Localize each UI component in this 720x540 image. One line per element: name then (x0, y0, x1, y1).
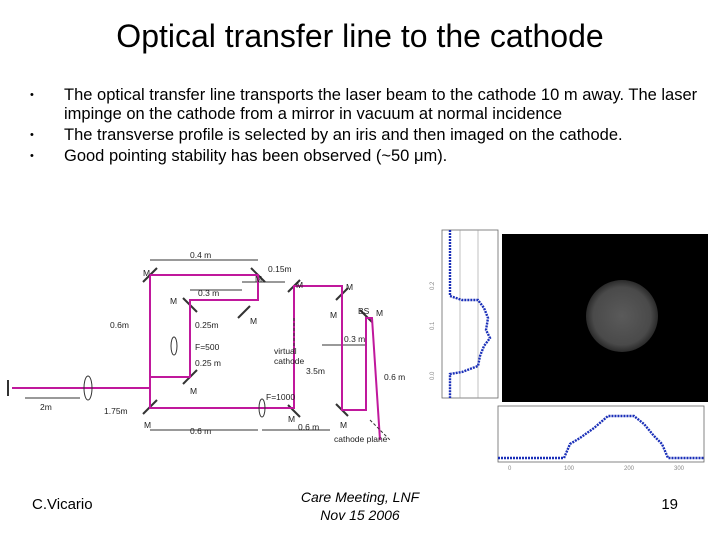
mirror-label: M (296, 280, 304, 290)
lens-icon (171, 337, 177, 355)
virtual-cathode-label: virtual (274, 346, 297, 356)
page-number: 19 (661, 496, 678, 513)
bullet-item (28, 147, 708, 166)
distance-label: 0.25m (195, 320, 219, 330)
beam-spot (586, 280, 658, 352)
svg-text:100: 100 (564, 466, 575, 472)
mirror-label: M (250, 316, 258, 326)
mirror-label: M (144, 420, 152, 430)
mirror-label: M (190, 386, 198, 396)
beam-spot-svg (502, 234, 708, 402)
mirror-label: M (143, 268, 151, 278)
bullet-icon: • (30, 129, 34, 141)
distance-label: 2m (40, 402, 52, 412)
event-label (290, 488, 430, 524)
vertical-profile-plot (428, 226, 500, 402)
distance-label: 0.6 m (298, 422, 320, 432)
mirror (238, 306, 250, 318)
distance-label: 0.4 m (190, 250, 212, 260)
optical-layout-diagram (0, 228, 430, 453)
horizontal-profile-plot (484, 404, 708, 472)
mirror-label: M (330, 310, 338, 320)
svg-text:0.1: 0.1 (430, 321, 436, 330)
lens-focal-label: F=1000 (266, 392, 296, 402)
mirror-label: M (346, 282, 354, 292)
event-date: Nov 15 2006 (320, 507, 400, 523)
distance-label: 0.3 m (198, 288, 220, 298)
bullet-text: The transverse profile is selected by an iris and then imaged on the cathode. (64, 126, 623, 144)
event-name: Care Meeting, LNF (300, 489, 420, 505)
lens-focal-label: F=500 (195, 342, 220, 352)
bullet-icon: • (30, 89, 34, 101)
distance-label: 0.3 m (344, 334, 366, 344)
svg-text:0: 0 (508, 466, 512, 472)
distance-label: 0.6 m (384, 372, 406, 382)
bullet-list (28, 86, 708, 168)
svg-text:300: 300 (674, 466, 685, 472)
author-label: C.Vicario (32, 496, 93, 513)
mirror-label: M (288, 414, 296, 424)
bullet-item (28, 86, 708, 124)
bullet-icon: • (30, 150, 34, 162)
slide-title: Optical transfer line to the cathode (116, 18, 604, 54)
mirror-label: M (340, 420, 348, 430)
virtual-cathode-label: cathode (274, 356, 305, 366)
svg-text:200: 200 (624, 466, 635, 472)
distance-label: 0.15m (268, 264, 292, 274)
bullet-text: The optical transfer line transports the laser beam to the cathode 10 m away. The laser impinge on the cathode from a mirror in vacuum at normal incidence (64, 86, 698, 123)
beam-spot-image (502, 234, 708, 402)
distance-label: 3.5m (306, 366, 325, 376)
mirror-label: M (170, 296, 178, 306)
distance-label: 0.25 m (195, 358, 221, 368)
mirror-label: M (376, 308, 384, 318)
distance-label: 0.6m (110, 320, 129, 330)
distance-label: 0.6 m (190, 426, 212, 436)
bullet-item (28, 126, 708, 145)
bullet-text: Good pointing stability has been observed (~50 μm). (64, 147, 448, 165)
svg-text:0.2: 0.2 (430, 281, 436, 290)
distance-label: 1.75m (104, 406, 128, 416)
beam-splitter-label: BS (358, 306, 370, 316)
cathode-plane-label: cathode plane (334, 434, 388, 444)
mirror-label: M (255, 274, 263, 284)
svg-text:0.0: 0.0 (430, 371, 436, 380)
